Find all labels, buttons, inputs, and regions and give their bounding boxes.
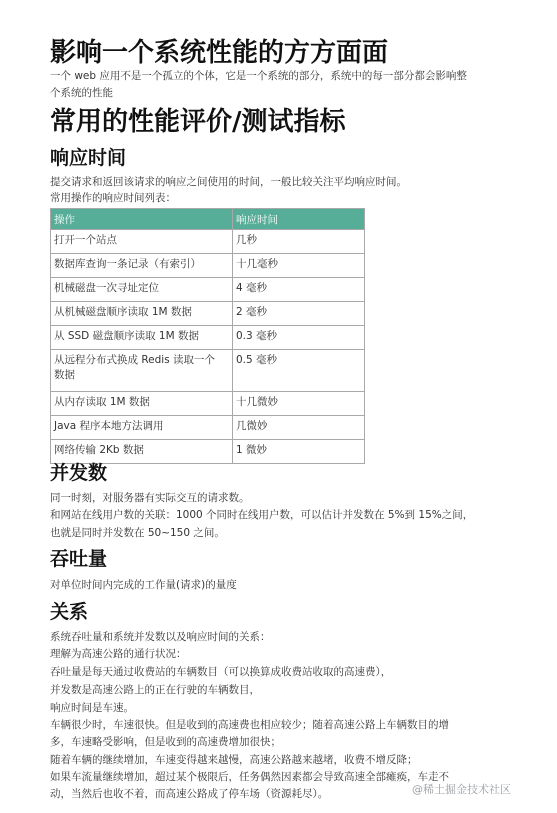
main-title: 影响一个系统性能的方方面面 (50, 38, 389, 68)
throughput-desc: 对单位时间内完成的工作量(请求)的量度 (50, 579, 237, 591)
table-header-row (51, 209, 365, 230)
table-row (51, 278, 365, 302)
relation-line-6: 车辆很少时，车速很快。但是收到的高速费也相应较少；随着高速公路上车辆数目的增 (50, 719, 449, 731)
response-time-table (50, 208, 365, 464)
relation-line-2: 理解为高速公路的通行状况： (50, 648, 187, 660)
intro-line-1: 一个 web 应用不是一个孤立的个体，它是一个系统的部分，系统中的每一部分都会影响整 (50, 70, 467, 82)
relation-line-8: 随着车辆的继续增加，车速变得越来越慢，高速公路越来越堵，收费不增反降； (50, 754, 418, 766)
concurrency-line-2: 和网站在线用户数的关联：1000 个同时在线用户数，可以估计并发数在 5%到 15%之间， (50, 509, 474, 521)
metrics-title: 常用的性能评价/测试指标 (50, 107, 346, 137)
relation-line-4: 并发数是高速公路上的正在行驶的车辆数目， (50, 684, 260, 696)
response-time-cell: 十几毫秒 (233, 254, 365, 278)
operation-cell: 网络传输 2Kb 数据 (51, 440, 233, 464)
relation-line-5: 响应时间是车速。 (50, 702, 134, 714)
response-time-heading: 响应时间 (50, 147, 127, 169)
response-time-cell: 0.5 毫秒 (233, 350, 365, 392)
intro-line-2: 个系统的性能 (50, 87, 113, 99)
throughput-heading: 吞吐量 (50, 548, 108, 570)
relation-line-1: 系统吞吐量和系统并发数以及响应时间的关系： (50, 631, 271, 643)
response-time-cell: 0.3 毫秒 (233, 326, 365, 350)
relation-heading: 关系 (50, 601, 89, 623)
relation-line-9: 如果车流量继续增加，超过某个极限后，任务偶然因素都会导致高速全部瘫痪，车走不 (50, 771, 449, 783)
concurrency-line-1: 同一时刻，对服务器有实际交互的请求数。 (50, 492, 250, 504)
table-row (51, 440, 365, 464)
column-header-operation: 操作 (51, 209, 233, 230)
table-row (51, 302, 365, 326)
operation-cell: 从远程分布式换成 Redis 读取一个 数据 (51, 350, 233, 392)
table-row (51, 326, 365, 350)
response-time-desc: 提交请求和返回该请求的响应之间使用的时间，一般比较关注平均响应时间。 (50, 176, 407, 188)
response-time-cell: 十几微妙 (233, 392, 365, 416)
column-header-response-time: 响应时间 (233, 209, 365, 230)
table-row (51, 350, 365, 392)
response-time-cell: 1 微妙 (233, 440, 365, 464)
response-time-cell: 2 毫秒 (233, 302, 365, 326)
table-row (51, 392, 365, 416)
response-time-cell: 几微妙 (233, 416, 365, 440)
relation-line-10: 动，当然后也收不着，而高速公路成了停车场（资源耗尽）。 (50, 788, 329, 800)
operation-cell: Java 程序本地方法调用 (51, 416, 233, 440)
operation-cell: 打开一个站点 (51, 230, 233, 254)
table-row (51, 230, 365, 254)
response-time-cell: 几秒 (233, 230, 365, 254)
watermark: @稀土掘金技术社区 (412, 783, 511, 796)
operation-cell: 机械磁盘一次寻址定位 (51, 278, 233, 302)
concurrency-heading: 并发数 (50, 462, 108, 484)
relation-line-7: 多，车速略受影响，但是收到的高速费增加很快； (50, 736, 281, 748)
operation-cell: 从内存读取 1M 数据 (51, 392, 233, 416)
concurrency-line-3: 也就是同时并发数在 50~150 之间。 (50, 527, 225, 539)
operation-cell: 数据库查询一条记录（有索引） (51, 254, 233, 278)
table-row (51, 254, 365, 278)
operation-cell: 从 SSD 磁盘顺序读取 1M 数据 (51, 326, 233, 350)
response-time-cell: 4 毫秒 (233, 278, 365, 302)
relation-line-3: 吞吐量是每天通过收费站的车辆数目（可以换算成收费站收取的高速费）， (50, 666, 392, 678)
table-row (51, 416, 365, 440)
response-time-table-caption: 常用操作的响应时间列表： (50, 192, 176, 204)
operation-cell: 从机械磁盘顺序读取 1M 数据 (51, 302, 233, 326)
